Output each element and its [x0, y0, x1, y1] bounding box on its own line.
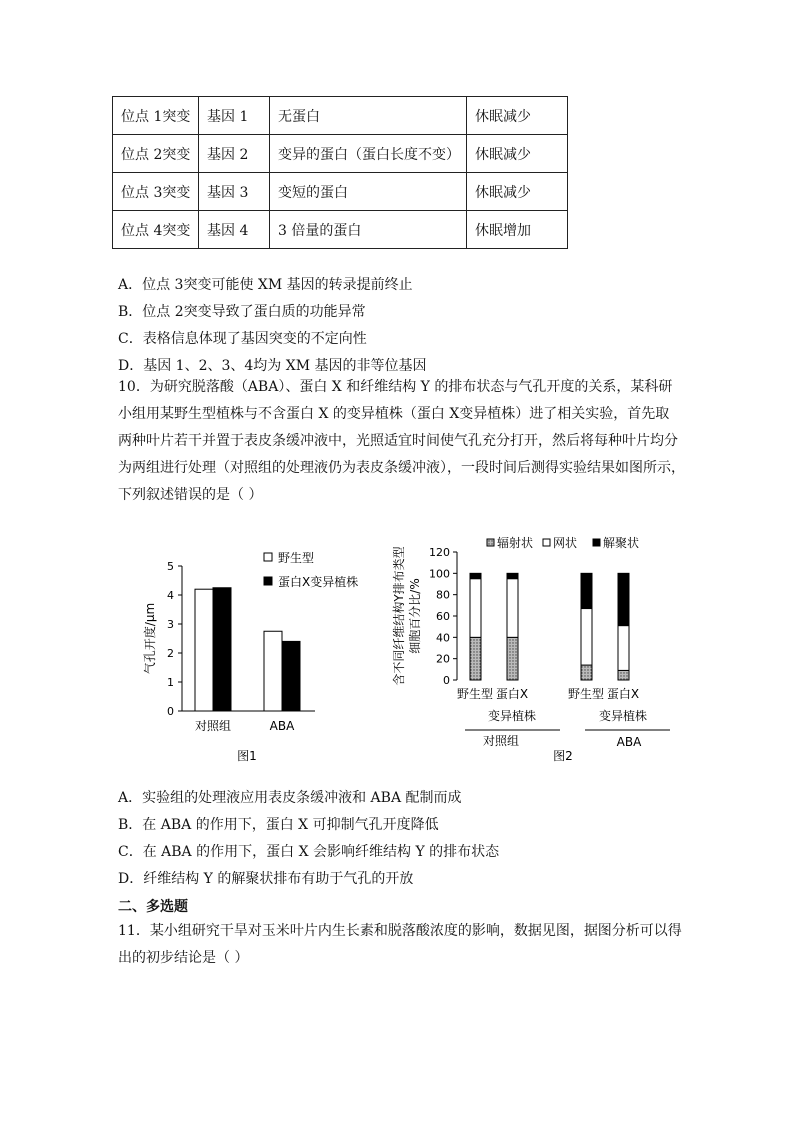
table-cell: 变异的蛋白（蛋白长度不变） — [270, 135, 467, 173]
y-tick-label: 5 — [167, 560, 174, 573]
legend-swatch — [543, 539, 550, 546]
y-tick-label: 120 — [429, 546, 450, 559]
table-cell: 基因 4 — [199, 211, 270, 249]
option-line: C．表格信息体现了基因突变的不定向性 — [118, 331, 367, 347]
x-tick-label: 野生型 — [456, 687, 494, 701]
y-tick-label: 3 — [167, 618, 174, 631]
y-tick-label: 2 — [167, 647, 174, 660]
table-cell: 无蛋白 — [270, 97, 467, 135]
stacked-bar-segment — [581, 665, 592, 680]
option-line: D．基因 1、2、3、4均为 XM 基因的非等位基因 — [118, 358, 427, 374]
stacked-bar-segment — [618, 626, 629, 671]
legend-label: 网状 — [553, 536, 578, 550]
legend-swatch — [264, 553, 272, 561]
stacked-bar-segment — [507, 573, 518, 578]
option-line: C．在 ABA 的作用下，蛋白 X 会影响纤维结构 Y 的排布状态 — [118, 844, 500, 860]
stem-line: 11．某小组研究干旱对玉米叶片内生长素和脱落酸浓度的影响，数据见图，据图分析可以得 — [118, 923, 682, 939]
option-line: A．位点 3突变可能使 XM 基因的转录提前终止 — [118, 277, 413, 293]
table-row — [113, 211, 568, 249]
table-cell: 3 倍量的蛋白 — [270, 211, 467, 249]
stem-line: 10．为研究脱落酸（ABA）、蛋白 X 和纤维结构 Y 的排布状态与气孔开度的关系，某科研 — [118, 379, 673, 395]
option-line: D．纤维结构 Y 的解聚状排布有助于气孔的开放 — [118, 871, 414, 887]
stacked-bar-segment — [470, 637, 481, 680]
table-cell: 休眠增加 — [467, 211, 568, 249]
x-tick-label: 蛋白X — [495, 687, 529, 701]
table-cell: 休眠减少 — [467, 173, 568, 211]
mutation-table — [112, 96, 568, 249]
x-tick-label: 对照组 — [194, 719, 232, 733]
table-cell: 基因 2 — [199, 135, 270, 173]
stacked-bar-segment — [470, 579, 481, 638]
figure-1 — [140, 540, 359, 770]
stacked-bar-segment — [581, 573, 592, 608]
legend-label: 蛋白X变异植株 — [278, 575, 359, 589]
group-label: ABA — [616, 735, 642, 749]
option-line: B．在 ABA 的作用下，蛋白 X 可抑制气孔开度降低 — [118, 817, 439, 833]
table-row — [113, 135, 568, 173]
table-row — [113, 173, 568, 211]
y-tick-label: 1 — [167, 676, 174, 689]
bar — [282, 641, 300, 711]
y-tick-label: 80 — [436, 588, 450, 602]
table-cell: 休眠减少 — [467, 97, 568, 135]
option-line: B．位点 2突变导致了蛋白质的功能异常 — [118, 304, 366, 320]
table-row — [113, 97, 568, 135]
legend-swatch — [264, 577, 272, 585]
x-tick-label: 变异植株 — [598, 709, 648, 723]
table-cell: 位点 3突变 — [113, 173, 199, 211]
legend-label: 野生型 — [278, 551, 315, 565]
table-cell: 基因 1 — [199, 97, 270, 135]
stacked-bar-segment — [618, 670, 629, 680]
y-tick-label: 4 — [167, 589, 174, 602]
stacked-bar-segment — [581, 609, 592, 666]
group-label: 对照组 — [482, 734, 520, 748]
legend-swatch — [593, 539, 600, 546]
stem-line: 为两组进行处理（对照组的处理液仍为表皮条缓冲液），一段时间后测得实验结果如图所示， — [118, 460, 685, 476]
table-cell: 位点 2突变 — [113, 135, 199, 173]
y-tick-label: 40 — [436, 631, 450, 645]
y-tick-label: 100 — [429, 567, 450, 581]
bar — [213, 588, 231, 711]
y-tick-label: 60 — [436, 610, 450, 623]
legend-swatch — [487, 539, 494, 546]
x-tick-label: 野生型 — [567, 687, 605, 701]
stacked-bar-segment — [470, 573, 481, 578]
bar — [264, 631, 282, 711]
y-tick-label: 0 — [167, 705, 174, 718]
stem-line: 下列叙述错误的是（ ） — [118, 487, 263, 503]
q11-stem — [118, 918, 682, 972]
table-cell: 基因 3 — [199, 173, 270, 211]
y-axis-label: 细胞百分比/% — [408, 578, 422, 654]
table-cell: 变短的蛋白 — [270, 173, 467, 211]
table-cell: 位点 4突变 — [113, 211, 199, 249]
section-title: 二、多选题 — [118, 899, 188, 915]
y-tick-label: 0 — [443, 674, 450, 687]
table-cell: 休眠减少 — [467, 135, 568, 173]
x-tick-label: ABA — [269, 719, 295, 733]
figure-2 — [392, 528, 685, 768]
table-cell: 位点 1突变 — [113, 97, 199, 135]
legend-label: 辐射状 — [497, 536, 534, 550]
legend-label: 解聚状 — [603, 536, 640, 550]
y-axis-label: 气孔开度/μm — [143, 602, 157, 675]
stem-line: 两种叶片若干并置于表皮条缓冲液中，光照适宜时间使气孔充分打开，然后将每种叶片均分 — [118, 433, 678, 449]
figure-caption: 图1 — [237, 749, 257, 763]
x-tick-label: 变异植株 — [487, 709, 537, 723]
bar — [195, 589, 213, 711]
stacked-bar-segment — [618, 573, 629, 625]
stacked-bar-segment — [507, 637, 518, 680]
stem-line: 出的初步结论是（ ） — [118, 950, 249, 966]
y-tick-label: 20 — [436, 652, 450, 666]
figure-caption: 图2 — [553, 749, 573, 763]
q10-stem — [118, 374, 685, 509]
x-tick-label: 蛋白X — [606, 687, 640, 701]
stem-line: 小组用某野生型植株与不含蛋白 X 的变异植株（蛋白 X变异植株）进了相关实验，首先取 — [118, 406, 670, 422]
y-axis-label: 含不同纤维结构Y排布类型 — [392, 546, 406, 686]
stacked-bar-segment — [507, 579, 518, 638]
option-line: A．实验组的处理液应用表皮条缓冲液和 ABA 配制而成 — [118, 790, 462, 806]
